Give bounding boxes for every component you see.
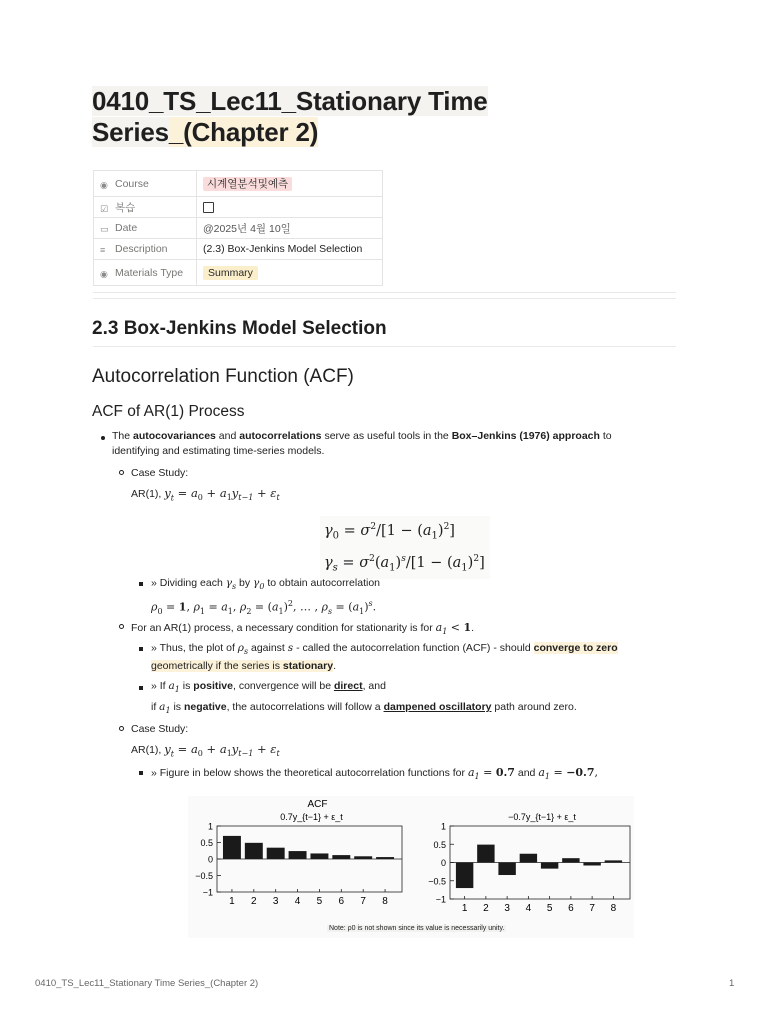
x-tick-label: 6 <box>568 903 574 914</box>
bullet-square <box>139 686 143 690</box>
y-tick-label: −1 <box>435 894 446 905</box>
property-row-review[interactable] <box>94 197 383 218</box>
x-tick-label: 2 <box>483 903 489 914</box>
description-value[interactable]: (2.3) Box-Jenkins Model Selection <box>203 243 363 255</box>
property-row-materials-type[interactable] <box>94 260 383 286</box>
stationarity-condition: For an AR(1) process, a necessary condition for stationarity is for $a_1 < 1$. <box>131 621 475 637</box>
property-row-course[interactable] <box>94 171 383 197</box>
property-key: Materials Type <box>115 266 184 279</box>
paragraph-intro: The autocovariances and autocorrelations serve as useful tools in the Box–Jenkins (1976) approach to identifying and estimating time-series models. <box>112 430 612 457</box>
figure-text: » Figure in below shows the theoretical autocorrelation functions for $a_1 = 0.7$ and $a_1 = -0.7$, <box>151 766 599 782</box>
x-tick-label: 8 <box>610 903 617 914</box>
text-icon: ≡ <box>100 245 106 255</box>
heading-acf-ar1: ACF of AR(1) Process <box>92 403 245 420</box>
divider <box>93 346 676 347</box>
acf-bar <box>520 854 537 863</box>
acf-chart-svg <box>188 796 634 938</box>
ar1-equation: AR(1), $y_t = a_0 + a_1y_{t-1} + \varepsilon_t$ <box>131 742 280 759</box>
if-negative-text: if $a_1$ is negative, the autocorrelations will follow a dampened oscillatory path around zero. <box>151 701 577 716</box>
y-tick-label: 0 <box>440 858 446 868</box>
x-tick-label: 5 <box>316 896 323 907</box>
x-tick-label: 8 <box>382 896 388 907</box>
heading-box-jenkins: 2.3 Box-Jenkins Model Selection <box>92 318 387 339</box>
calendar-icon: ▭ <box>100 224 109 234</box>
y-tick-label: 1 <box>207 821 213 832</box>
bullet-dot <box>101 436 105 440</box>
chart-subtitle: 0.7y_{t−1} + ε_t <box>280 812 343 822</box>
acf-bar <box>289 851 307 859</box>
divider <box>93 292 676 293</box>
y-tick-label: 0.5 <box>433 839 446 850</box>
autocorrelation-formula: $\rho_0 = 1$, $\rho_1 = a_1$, $\rho_2 = (a_1)^2$, … , $\rho_s = (a_1)^s$. <box>151 599 377 616</box>
bullet-square <box>139 647 143 651</box>
page-title <box>92 86 532 148</box>
x-tick-label: 1 <box>229 896 235 907</box>
acf-bar <box>245 843 263 859</box>
property-key: Description <box>115 243 168 255</box>
x-tick-label: 5 <box>546 903 553 914</box>
materials-type-tag[interactable]: Summary <box>203 266 258 280</box>
case-study-label: Case Study: <box>131 723 189 735</box>
x-tick-label: 3 <box>504 903 510 914</box>
page-title-line2a: Series <box>92 117 169 147</box>
x-tick-label: 4 <box>525 903 532 914</box>
course-tag[interactable]: 시계열분석및예측 <box>203 177 292 191</box>
thus-text: » Thus, the plot of $\rho_s$ against s - called the autocorrelation function (ACF) - should converge to zero geometrically if the series is stationary. <box>151 642 618 673</box>
review-checkbox[interactable] <box>203 202 214 213</box>
dividing-text: » Dividing each $\gamma_s$ by $\gamma_0$ to obtain autocorrelation <box>151 577 380 592</box>
chart-title: ACF <box>307 799 328 810</box>
acf-bar <box>562 858 579 862</box>
y-tick-label: −0.5 <box>195 871 213 881</box>
x-tick-label: 3 <box>272 896 279 907</box>
divider <box>93 298 676 299</box>
acf-bar <box>376 857 394 859</box>
acf-bar <box>332 855 350 859</box>
y-tick-label: 0.5 <box>200 838 213 848</box>
y-tick-label: 1 <box>440 821 446 832</box>
properties-table <box>93 170 383 286</box>
bullet-square <box>139 582 143 586</box>
select-icon: ◉ <box>100 179 108 190</box>
acf-figure <box>188 796 634 938</box>
x-tick-label: 4 <box>294 896 301 907</box>
case-study-label: Case Study: <box>131 467 189 479</box>
footer-title: 0410_TS_Lec11_Stationary Time Series_(Chapter 2) <box>35 978 259 989</box>
bullet-circle <box>119 726 124 731</box>
y-tick-label: 0 <box>207 854 213 865</box>
bullet-square <box>139 771 143 775</box>
acf-bar <box>456 863 473 889</box>
bullet-circle <box>119 624 124 629</box>
x-tick-label: 6 <box>338 896 345 907</box>
acf-bar <box>605 860 622 862</box>
chart-subtitle: −0.7y_{t−1} + ε_t <box>508 812 576 822</box>
property-key: 복습 <box>115 201 136 214</box>
acf-bar <box>223 836 241 859</box>
date-value[interactable]: @2025년 4월 10일 <box>203 222 291 235</box>
x-tick-label: 7 <box>589 903 595 914</box>
property-key: Course <box>115 177 149 190</box>
autocovariance-equations: $\gamma_0 = \sigma^2/[1 - (a_1)^2]$ $\gamma_s = \sigma^2(a_1)^s/[1 - (a_1)^2]$ <box>320 516 490 579</box>
property-row-date[interactable] <box>94 218 383 239</box>
property-row-description[interactable] <box>94 239 383 260</box>
acf-bar <box>477 845 494 863</box>
y-tick-label: −1 <box>202 887 213 898</box>
acf-bar <box>310 853 328 859</box>
bullet-circle <box>119 470 124 475</box>
chart-note: Note: ρ0 is not shown since its value is necessarily unity. <box>329 925 505 932</box>
y-tick-label: −0.5 <box>428 876 446 887</box>
property-key: Date <box>115 222 138 234</box>
ar1-equation: AR(1), $y_t = a_0 + a_1y_{t-1} + \varepsilon_t$ <box>131 486 280 503</box>
page-title-line1: 0410_TS_Lec11_Stationary Time <box>92 86 488 116</box>
acf-bar <box>498 863 515 876</box>
checkbox-icon: ☑ <box>100 203 109 214</box>
x-tick-label: 2 <box>251 896 257 907</box>
page-number: 1 <box>729 978 735 989</box>
page-title-line2b: _(Chapter 2) <box>168 117 319 147</box>
acf-bar <box>541 863 558 869</box>
acf-bar <box>267 848 285 859</box>
acf-bar <box>354 856 372 859</box>
acf-bar <box>583 863 600 866</box>
heading-acf: Autocorrelation Function (ACF) <box>92 366 354 387</box>
if-positive-text: » If $a_1$ is positive, convergence will be direct, and <box>151 680 386 695</box>
select-icon: ◉ <box>100 268 108 279</box>
x-tick-label: 7 <box>360 896 366 907</box>
x-tick-label: 1 <box>461 903 468 914</box>
